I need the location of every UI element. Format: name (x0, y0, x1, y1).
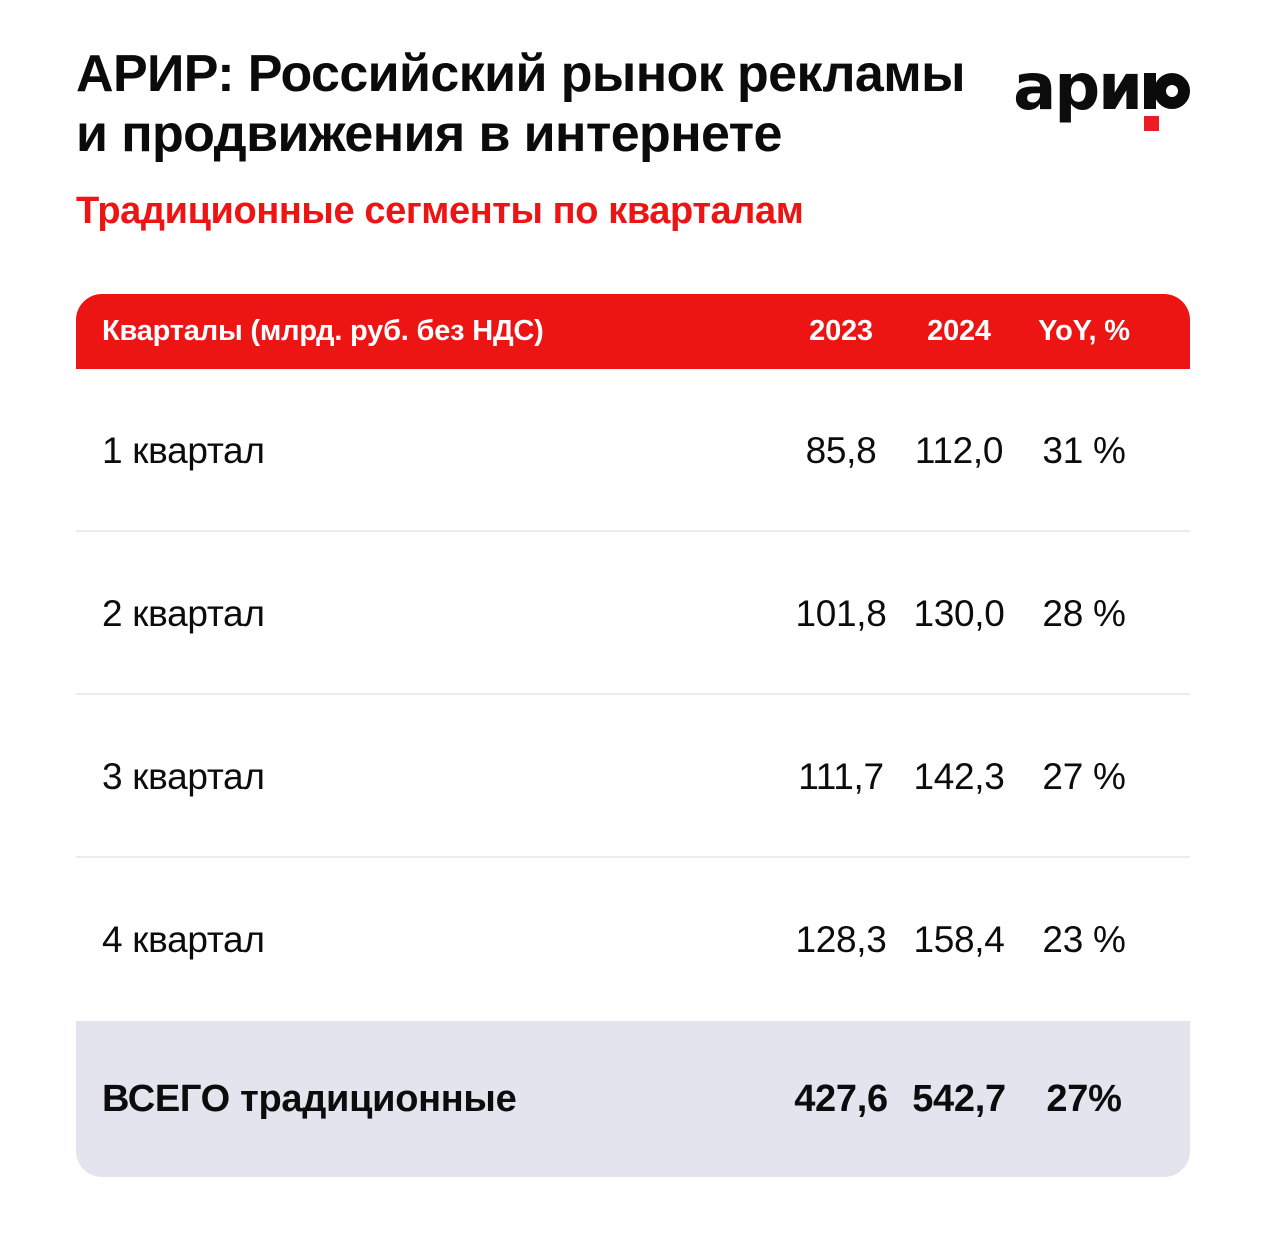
page-title (76, 44, 965, 164)
value-yoy: 27 % (1042, 755, 1126, 797)
total-2024: 542,7 (912, 1077, 1006, 1120)
logo-text: ари (1013, 51, 1141, 125)
value-2024: 112,0 (914, 429, 1004, 471)
total-2023: 427,6 (794, 1077, 888, 1120)
logo-letter-r-glyph (1144, 73, 1190, 109)
value-yoy: 28 % (1042, 592, 1126, 634)
column-header-yoy: YoY, % (1038, 315, 1130, 347)
section-subtitle: Традиционные сегменты по кварталам (76, 190, 804, 232)
total-yoy: 27% (1046, 1077, 1122, 1120)
table-row (76, 369, 1190, 532)
header-row (76, 0, 1190, 164)
table-total-row (76, 1021, 1190, 1177)
logo-red-square-icon (1144, 116, 1159, 131)
arir-logo (1013, 51, 1190, 125)
row-label: 1 квартал (102, 429, 265, 471)
title-line-1: АРИР: Российский рынок рекламы (76, 45, 965, 103)
value-2024: 158,4 (913, 918, 1005, 960)
column-header-quarters: Кварталы (млрд. руб. без НДС) (102, 315, 544, 347)
value-2024: 130,0 (913, 592, 1005, 634)
table-row (76, 858, 1190, 1021)
logo-ring (1154, 73, 1190, 109)
value-2023: 111,7 (798, 755, 884, 797)
value-yoy: 31 % (1042, 429, 1126, 471)
row-label: 3 квартал (102, 755, 265, 797)
value-2023: 128,3 (795, 918, 887, 960)
column-header-2023: 2023 (809, 315, 873, 347)
value-2024: 142,3 (913, 755, 1005, 797)
row-label: 4 квартал (102, 918, 265, 960)
value-yoy: 23 % (1042, 918, 1126, 960)
row-label: 2 квартал (102, 592, 265, 634)
title-line-2: и продвижения в интернете (76, 105, 782, 163)
table-row (76, 532, 1190, 695)
table-row (76, 695, 1190, 858)
quarters-table (76, 294, 1190, 1177)
table-header-row (76, 294, 1190, 369)
column-header-2024: 2024 (927, 315, 991, 347)
value-2023: 85,8 (805, 429, 877, 471)
total-label: ВСЕГО традиционные (102, 1077, 517, 1120)
value-2023: 101,8 (795, 592, 887, 634)
